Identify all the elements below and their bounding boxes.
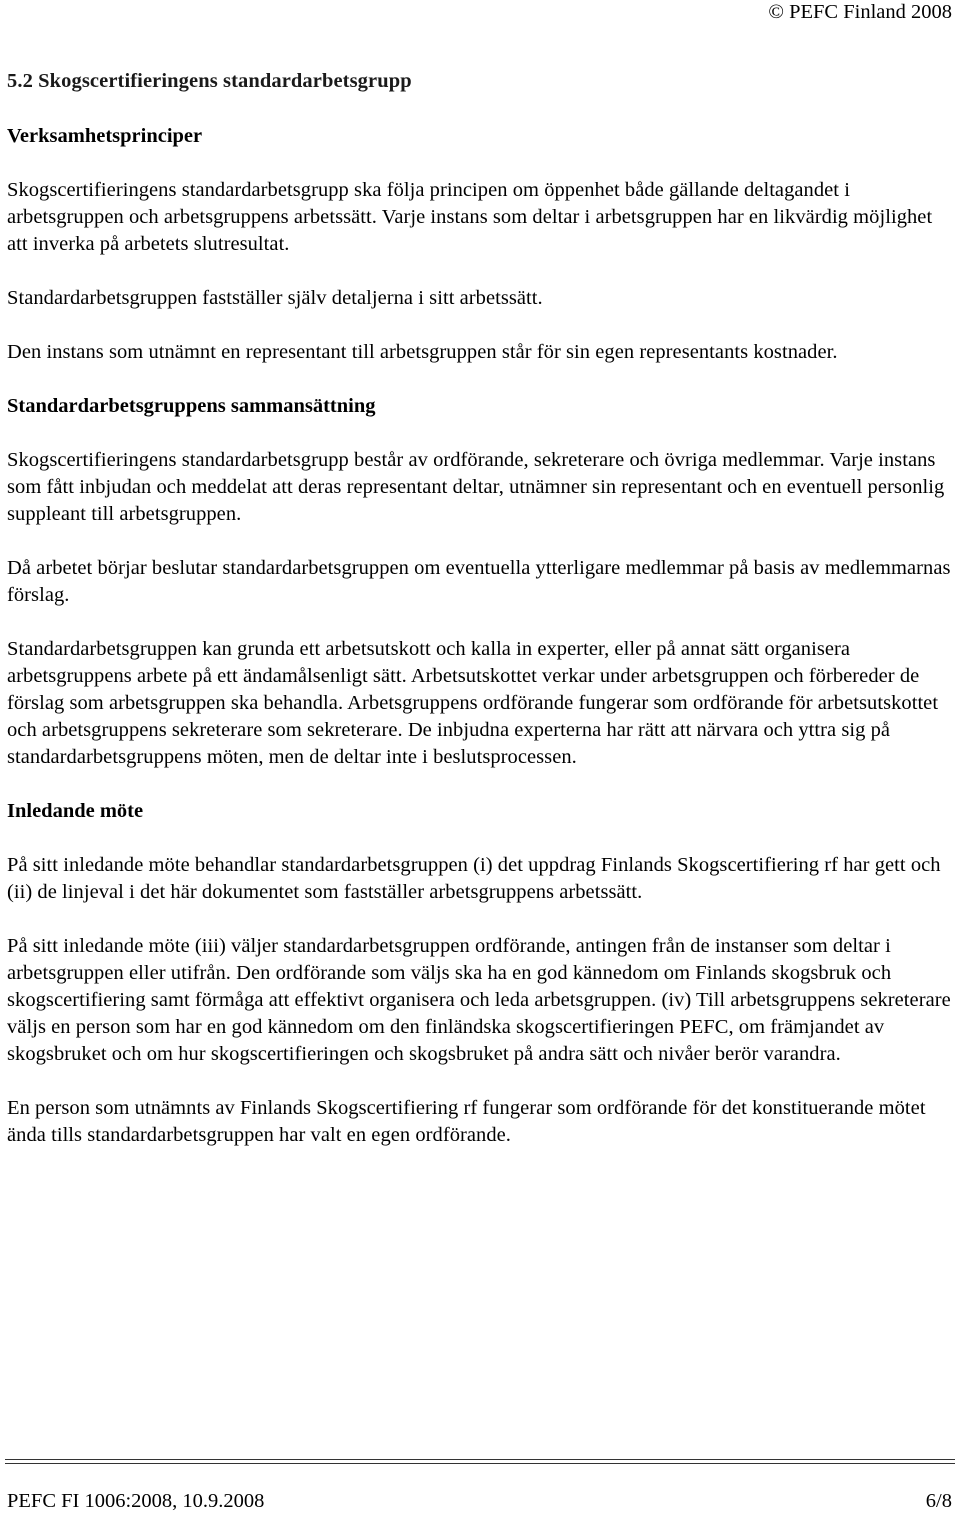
paragraph: Skogscertifieringens standardarbetsgrupp består av ordförande, sekreterare och övriga medlemmar. Varje instans som fått inbjudan och meddelat att deras representant deltar, utnämner sin representant och en eventuell personlig suppleant till arbetsgruppen. xyxy=(7,449,945,525)
paragraph: Standardarbetsgruppen kan grunda ett arbetsutskott och kalla in experter, eller på annat sätt organisera arbetsgruppens arbete på ett ändamålsenligt sätt. Arbetsutskottet verkar under arbetsgruppen och förbereder de förslag som arbetsgruppen ska behandla. Arbetsgruppens ordförande fungerar som ordförande för arbetsutskottet och arbetsgruppens sekreterare som sekreterare. De inbjudna experterna har rätt att närvara och yttra sig på standardarbetsgruppens möten, men de deltar inte i beslutsprocessen. xyxy=(7,638,939,768)
section-title: 5.2 Skogscertifieringens standardarbetsgrupp xyxy=(7,70,412,92)
paragraph: Den instans som utnämnt en representant till arbetsgruppen står för sin egen representants kostnader. xyxy=(7,341,838,363)
paragraph: En person som utnämnts av Finlands Skogscertifiering rf fungerar som ordförande för det konstituerande mötet ända tills standardarbetsgruppen har valt en egen ordförande. xyxy=(7,1097,926,1146)
page-number: 6/8 xyxy=(925,1490,952,1512)
paragraph: Standardarbetsgruppen fastställer själv detaljerna i sitt arbetssätt. xyxy=(7,287,543,309)
heading-sammansattning: Standardarbetsgruppens sammansättning xyxy=(7,395,376,417)
footer-divider xyxy=(5,1463,955,1464)
footer-divider xyxy=(5,1459,955,1460)
heading-verksamhetsprinciper: Verksamhetsprinciper xyxy=(7,125,203,147)
copyright-notice: © PEFC Finland 2008 xyxy=(768,1,952,23)
document-reference: PEFC FI 1006:2008, 10.9.2008 xyxy=(7,1490,265,1512)
document-body xyxy=(7,123,952,1149)
heading-inledande-mote: Inledande möte xyxy=(7,800,144,822)
paragraph: På sitt inledande möte behandlar standardarbetsgruppen (i) det uppdrag Finlands Skogscertifiering rf har gett och (ii) de linjeval i det här dokumentet som fastställer arbetsgruppens arbetssätt. xyxy=(7,854,941,903)
paragraph: På sitt inledande möte (iii) väljer standardarbetsgruppen ordförande, antingen från de instanser som deltar i arbetsgruppen eller utifrån. Den ordförande som väljs ska ha en god kännedom om Finlands skogsbruk och skogscertifiering samt förmåga att effektivt organisera och leda arbetsgruppen. (iv) Till arbetsgruppens sekreterare väljs en person som har en god kännedom om den finländska skogscertifieringen PEFC, om främjandet av skogsbruket och om hur skogscertifieringen och skogsbruket på andra sätt och nivåer berör varandra. xyxy=(7,935,951,1065)
paragraph: Skogscertifieringens standardarbetsgrupp ska följa principen om öppenhet både gällande deltagandet i arbetsgruppen och arbetsgruppens arbetssätt. Varje instans som deltar i arbetsgruppen har en likvärdig möjlighet att inverka på arbetets slutresultat. xyxy=(7,179,933,255)
paragraph: Då arbetet börjar beslutar standardarbetsgruppen om eventuella ytterligare medlemmar på basis av medlemmarnas förslag. xyxy=(7,557,951,606)
